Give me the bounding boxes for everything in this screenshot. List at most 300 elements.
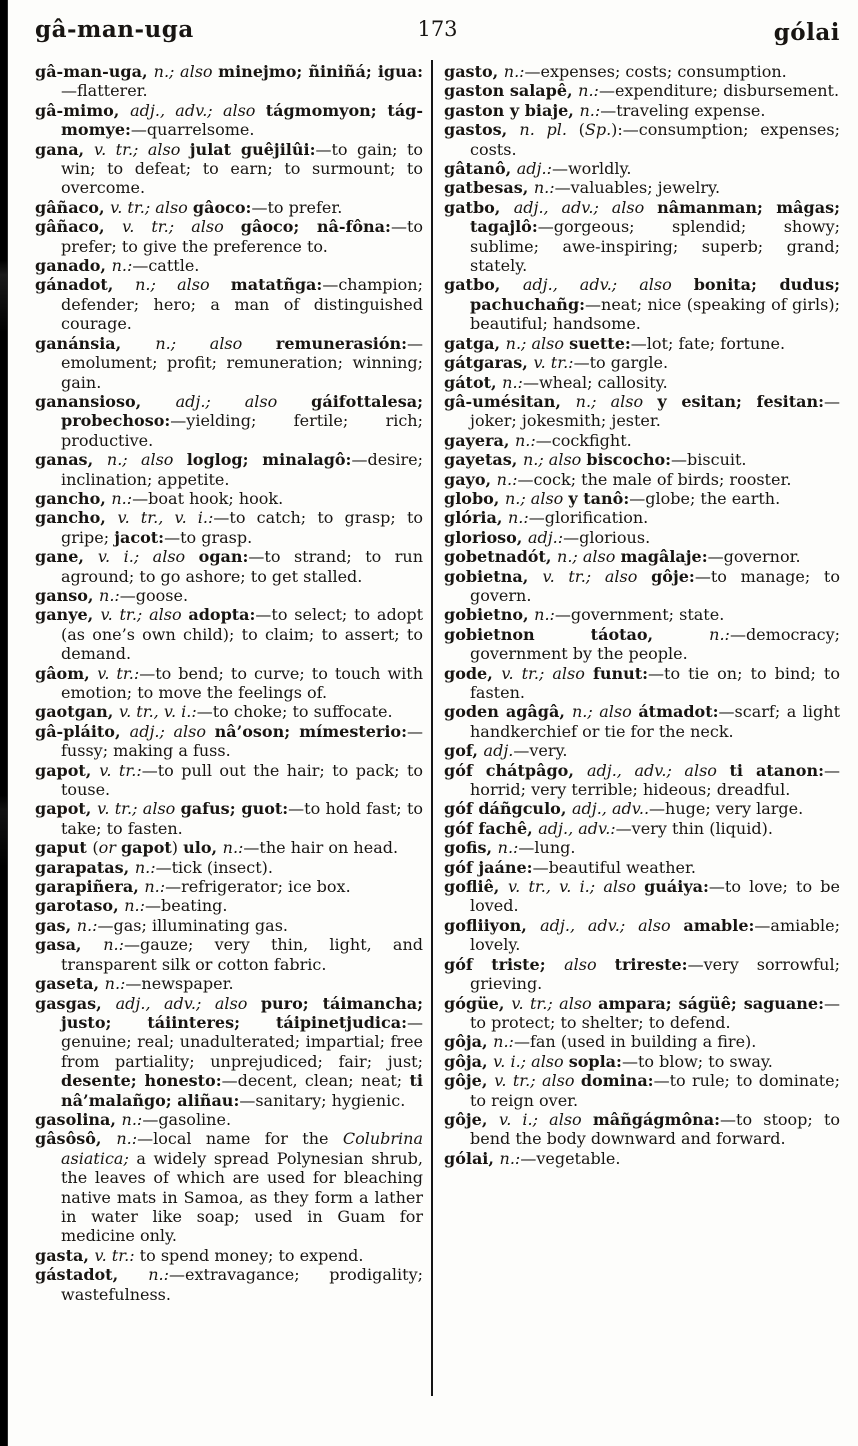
entry-text: adj.: [527,527,564,547]
dictionary-entry [35,799,423,838]
entry-text: —neat; nice (speaking of girls); beautiful; handsome. [470,294,840,334]
entry-text: —scarf; a light handkerchief or tie for the neck. [470,702,841,741]
entry-text: v. tr., v. i.: [117,508,214,528]
entry-text: n.: [579,100,601,120]
entry-text: n.: [503,62,525,81]
entry-term: bonita; dudus; pachuchañg: [470,275,840,314]
entry-text: —amiable; lovely. [470,915,840,955]
entry-term: glorioso, [444,527,528,547]
entry-term: adopta: [188,605,256,625]
dictionary-entry [35,392,423,450]
entry-term: gobetnadót, [444,547,558,567]
entry-term: globo, [444,488,505,508]
entry-term: tágmomyon; tág-momye: [61,100,424,140]
entry-term: amable: [683,915,755,935]
entry-text: n.: [104,974,126,994]
entry-term: gánadot, [35,275,136,295]
entry-text: —to prefer; to give the preference to. [61,217,424,256]
entry-text: —very sorrowful; grieving. [470,954,840,994]
entry-text: —to love; to be loved. [470,877,841,916]
entry-term: gáifottalesa; probechoso: [61,391,424,431]
column-divider-rule [431,60,433,1396]
entry-term: gâñaco, [35,217,123,237]
entry-text: n.; also [135,275,231,295]
left-column [35,62,423,1304]
entry-text: n.; also [575,391,658,411]
entry-term: ganado, [35,256,112,276]
entry-term: gátgaras, [444,353,534,373]
dictionary-entry [35,334,423,392]
dictionary-entry [35,858,423,877]
entry-text: —fan (used in building a fire). [513,1032,757,1052]
entry-text: v. tr.; also [94,139,190,159]
entry-text: n.: [144,877,166,897]
entry-text: to spend money; to expend. [134,1245,364,1265]
entry-term: ganansioso, [35,391,176,411]
entry-term: matatñga: [230,275,323,295]
header-first-headword: gâ-man-uga [35,16,194,43]
entry-term: ogan: [198,547,249,567]
entry-text: v. tr., v. i.; also [508,877,645,897]
dictionary-entry [444,838,840,857]
entry-text: —tick (insect). [155,857,273,877]
entry-term: ganas, [35,450,107,470]
dictionary-entry [444,450,840,469]
entry-text: —to stoop; to bend the body downward and forward. [470,1109,841,1149]
entry-text: v. tr.; also [494,1071,581,1091]
entry-term: gancho, [35,488,112,508]
dictionary-entry [444,489,840,508]
entry-term: gatbo, [444,275,523,295]
entry-text: v. i.; also [97,547,199,567]
dictionary-entry [444,1032,840,1051]
dictionary-entry [444,605,840,624]
dictionary-entry [35,1129,423,1245]
entry-text: —lot; fate; fortune. [630,333,786,353]
entry-text: —expenses; costs; consumption. [524,62,787,81]
entry-text: —traveling expense. [600,100,766,120]
dictionary-entry [35,101,423,140]
entry-text: —sanitary; hygienic. [239,1090,406,1110]
entry-term: gâ-mimo, [35,100,131,120]
dictionary-entry [444,955,840,994]
entry-text: —democracy; government by the people. [470,624,840,664]
entry-text: —desire; inclination; appetite. [61,450,423,489]
entry-text: n.; also [153,62,219,81]
dictionary-entry [444,664,840,703]
dictionary-entry [444,198,840,276]
entry-term: gatbo, [444,197,514,217]
page-number: 173 [417,17,458,41]
entry-text: n.: [493,1032,514,1052]
entry-term: suette: [569,333,631,353]
entry-term: gôje, [444,1071,495,1091]
entry-text: —very thin (liquid). [615,818,773,838]
entry-text: adj., adv.; also [540,915,684,935]
entry-term: garotaso, [35,896,125,916]
entry-text: —to catch; to grasp; to gripe; [61,508,424,547]
entry-term: nâ’oson; mímesterio: [214,721,407,741]
entry-text: n.: [222,838,244,858]
entry-term: gapot, [35,799,98,819]
entry-text: —globe; the earth. [629,488,781,508]
entry-text: —glorious. [563,527,651,547]
dictionary-entry [444,741,840,760]
dictionary-entry [35,198,423,217]
entry-text: n.: [103,935,124,955]
entry-term: gasa, [35,935,104,955]
dictionary-entry [35,256,423,275]
entry-term: gobietnon táotao, [444,624,710,644]
entry-term: gasolina, [35,1109,122,1129]
entry-term: gayera, [444,430,515,450]
entry-term: ulo, [183,838,223,858]
dictionary-entry [444,994,840,1033]
entry-term: glória, [444,508,508,528]
entry-term: gâ-umésitan, [444,391,576,411]
entry-text: v. tr.: [97,663,140,683]
entry-term: desente; honesto: [61,1071,222,1091]
entry-text: —to hold fast; to take; to fasten. [61,799,423,838]
dictionary-entry [35,1110,423,1129]
entry-term: garapiñera, [35,877,145,897]
dictionary-entry [35,664,423,703]
entry-term: góf dáñgculo, [444,799,572,819]
entry-text: n.; also [571,702,639,722]
dictionary-entry [35,275,423,333]
dictionary-entry [444,353,840,372]
entry-term: gâ-man-uga, [35,62,154,81]
entry-text: —to select; to adopt (as one’s own child); to claim; to assert; to demand. [61,605,423,664]
entry-text: ):—consumption; expenses; costs. [470,120,840,159]
dictionary-entry [35,217,423,256]
entry-term: guáiya: [644,877,709,897]
entry-term: góf jaáne: [444,857,533,877]
dictionary-entry [35,916,423,935]
entry-term: gobietna, [444,566,543,586]
entry-term: sopla: [568,1051,622,1071]
entry-text: —valuables; jewelry. [554,178,721,198]
entry-text: v. tr.; also [100,605,189,625]
dictionary-entry [444,567,840,606]
entry-text: n.: [116,1129,138,1149]
entry-text: n.: [507,508,529,528]
dictionary-entry [35,838,423,857]
entry-term: gaotgan, [35,702,119,722]
entry-term: gâsôsô, [35,1129,117,1149]
entry-text: —to strand; to run aground; to go ashore; to get stalled. [61,547,423,586]
entry-term: gaput [35,838,93,858]
entry-term: gástadot, [35,1265,149,1285]
entry-term: jacot: [114,527,165,547]
entry-text: —champion; defender; hero; a man of distinguished courage. [61,275,423,334]
entry-text: —fussy; making a fuss. [61,721,423,761]
entry-text: —expenditure; disbursement. [598,81,840,101]
entry-term: gôje, [444,1109,500,1129]
dictionary-entry [35,508,423,547]
entry-term: gasto, [444,62,504,81]
entry-text: —newspaper. [125,974,234,994]
entry-term: gana, [35,139,95,159]
entry-text: —the hair on head. [243,838,399,858]
dictionary-entry [444,334,840,353]
entry-text: v. tr.; also [122,217,241,237]
dictionary-entry [444,178,840,197]
entry-term: átmadot: [638,702,719,722]
entry-text: —boat hook; hook. [132,488,284,508]
entry-text: —gorgeous; splendid; showy; sublime; awe-inspiring; superb; grand; stately. [470,217,840,276]
entry-text: n. pl. [519,120,579,140]
dictionary-entry [444,431,840,450]
entry-text: n.; also [557,547,621,567]
entry-text: —local name for the [137,1129,343,1149]
entry-term: goden agâgâ, [444,702,572,722]
entry-term: gayetas, [444,450,523,470]
entry-text: —cockfight. [535,430,632,450]
dictionary-entry [35,547,423,586]
entry-text: —to prefer. [251,197,343,217]
entry-text: —wheal; callosity. [522,372,668,392]
dictionary-entry [35,586,423,605]
entry-term: gasta, [35,1245,95,1265]
entry-text: —governor. [707,547,801,567]
dictionary-entry [444,799,840,818]
dictionary-entry [35,1246,423,1265]
dictionary-entry [444,470,840,489]
dictionary-entry [444,625,840,664]
dictionary-entry [35,702,423,721]
entry-term: gaseta, [35,974,105,994]
entry-term: ti atanon: [729,760,824,780]
entry-text: —gauze; very thin, light, and transparent silk or cotton fabric. [61,935,423,974]
entry-text: adj., adv.: [538,818,616,838]
dictionary-entry [444,120,840,159]
entry-term: gaston y biaje, [444,100,580,120]
dictionary-entry [444,858,840,877]
entry-text: —to bend; to curve; to touch with emotion; to move the feelings of. [61,663,423,702]
entry-text: n.: [111,488,133,508]
dictionary-entry [444,275,840,333]
dictionary-entry [444,877,840,916]
entry-text: adj., adv.; also [513,197,658,217]
entry-text: n.: [148,1265,170,1285]
entry-term: trireste: [614,954,688,974]
dictionary-entry [35,761,423,800]
entry-text: —horrid; very terrible; hideous; dreadful. [470,760,840,800]
entry-text: adj., adv.; also [115,993,261,1013]
scan-edge-border [0,0,8,1446]
dictionary-entry [35,450,423,489]
entry-text: adj., adv.. [571,799,650,819]
entry-text: —cattle. [132,256,200,276]
dictionary-entry [444,761,840,800]
entry-term: gapot [120,838,172,858]
entry-text: n.: [134,857,156,877]
dictionary-entry [444,1071,840,1110]
running-head [35,16,840,50]
entry-term: gafus; guot: [180,799,289,819]
entry-text: n.: [578,81,599,101]
entry-term: gâoco: [192,197,252,217]
entry-text: adj.; also [129,721,215,741]
dictionary-entry [35,974,423,993]
entry-term: góf triste; [444,954,565,974]
entry-term: gôja, [444,1051,494,1071]
entry-term: gof, [444,741,484,761]
entry-text: v. tr.; also [501,663,593,683]
entry-text: v. i.; also [499,1109,593,1129]
entry-text: —refrigerator; ice box. [165,877,351,897]
dictionary-entry [35,877,423,896]
entry-text: —to tie on; to bind; to fasten. [470,663,840,702]
header-last-headword: gólai [773,19,840,46]
entry-term: gaston salapê, [444,81,579,101]
entry-term: gofliiyon, [444,915,541,935]
entry-term: gatbesas, [444,178,534,198]
entry-text: —to manage; to govern. [470,566,840,605]
dictionary-entry [444,392,840,431]
entry-text: adj.: [516,159,552,179]
entry-text: n.: [76,915,98,935]
entry-text: n.; also [504,488,569,508]
dictionary-entry [35,140,423,198]
entry-text: v. tr.; also [97,799,181,819]
entry-text: —beautiful weather. [532,857,696,877]
entry-text: n.: [534,605,555,625]
entry-text: n.; also [505,333,570,353]
entry-text: n.: [111,256,133,276]
entry-term: ganye, [35,605,101,625]
entry-term: loglog; minalagô: [186,450,352,470]
dictionary-entry [444,81,840,100]
entry-term: gancho, [35,508,118,528]
entry-text: —lung. [518,838,576,858]
dictionary-entry [444,508,840,527]
entry-text: —emolument; profit; remuneration; winning; gain. [61,333,423,392]
entry-text: n.: [497,838,519,858]
entry-text: adj., adv.; also [130,100,266,120]
entry-term: gátot, [444,372,503,392]
entry-term: gôja, [444,1032,494,1052]
entry-text: —to gargle. [573,353,669,373]
entry-term: gôje: [651,566,695,586]
entry-text: —to pull out the hair; to pack; to touse. [61,760,424,800]
dictionary-entry [444,159,840,178]
entry-term: julat guêjilûi: [189,139,316,159]
entry-term: góf chátpâgo, [444,760,587,780]
entry-term: funut: [592,663,649,683]
entry-text: n.: [709,624,730,644]
entry-term: gobietno, [444,605,535,625]
dictionary-entry [35,935,423,974]
entry-text: ( [578,120,585,140]
entry-term: gâom, [35,663,98,683]
entry-term: gane, [35,547,98,567]
entry-text: Sp. [584,120,612,140]
entry-text: —government; state. [554,605,725,625]
entry-text: n.; also [155,333,276,353]
entry-text: n.: [502,372,523,392]
dictionary-entry [444,547,840,566]
entry-term: ganso, [35,585,100,605]
entry-text: —to protect; to shelter; to defend. [470,993,841,1032]
entry-term: gólai, [444,1148,500,1168]
entry-text: v. tr.; also [542,566,652,586]
entry-term: góf fachê, [444,818,539,838]
entry-text: —glorification. [528,508,649,528]
entry-text: also [564,954,615,974]
dictionary-entry [444,1052,840,1071]
dictionary-entry [444,373,840,392]
dictionary-entry [35,62,423,101]
dictionary-entry [35,605,423,663]
entry-term: gógüe, [444,993,512,1013]
entry-term: y esitan; fesitan: [657,391,825,411]
entry-term: domina: [580,1071,654,1091]
entry-text: —yielding; fertile; rich; productive. [61,411,423,450]
entry-term: gofliê, [444,877,509,897]
entry-text: —extravagance; prodigality; wastefulness. [61,1265,423,1304]
entry-text: n.; also [106,450,187,470]
dictionary-entry [444,101,840,120]
entry-text: n.: [124,896,146,916]
entry-term: remunerasión: [275,333,407,353]
entry-text: —genuine; real; unadulterated; impartial; free from partiality; unprejudiced; fair; just; [61,1012,423,1071]
entry-text: —gasoline. [142,1109,232,1129]
entry-term: gofis, [444,838,498,858]
entry-term: ganánsia, [35,333,156,353]
dictionary-entry [444,1149,840,1168]
entry-text: ( [92,838,99,858]
entry-text: —vegetable. [520,1148,621,1168]
entry-text: adj., adv.; also [522,275,694,295]
entry-text: adj., adv.; also [586,760,730,780]
entry-text: —very. [513,741,568,761]
entry-text: —to rule; to dominate; to reign over. [470,1071,840,1110]
entry-term: garapatas, [35,857,135,877]
entry-text: —gas; illuminating gas. [97,915,288,935]
entry-text: Colubrina asiatica; [61,1129,423,1168]
entry-text: —to choke; to suffocate. [196,702,393,722]
entry-text: —goose. [119,585,189,605]
entry-text: or [98,838,121,858]
entry-term: puro; táimancha; justo; táiinteres; táipinetjudica: [61,993,424,1032]
entry-term: minejmo; ñiniñá; igua: [218,62,424,81]
entry-term: gastos, [444,120,520,140]
entry-text: —joker; jokesmith; jester. [470,391,841,431]
entry-text: —quarrelsome. [130,120,255,140]
dictionary-entry [35,489,423,508]
entry-term: gasgas, [35,993,116,1013]
entry-term: nâmanman; mâgas; tagajlô: [470,197,840,237]
entry-term: gâtanô, [444,159,517,179]
entry-term: y tanô: [568,488,630,508]
entry-term: ti nâ’malañgo; aliñau: [61,1071,423,1110]
entry-term: gapot, [35,760,100,780]
entry-text: n.: [499,1148,521,1168]
entry-text: —decent, clean; neat; [221,1071,410,1091]
dictionary-entry [35,722,423,761]
dictionary-entry [444,819,840,838]
entry-term: gayo, [444,469,497,489]
entry-text: —cock; the male of birds; rooster. [517,469,792,489]
entry-text: v. tr.; also [511,993,599,1013]
entry-text: —to gain; to win; to defeat; to earn; to surmount; to overcome. [61,139,424,198]
dictionary-entry [444,62,840,81]
entry-term: biscocho: [586,450,672,470]
entry-term: mâñgágmôna: [592,1109,721,1129]
entry-term: gâ-pláito, [35,721,130,741]
